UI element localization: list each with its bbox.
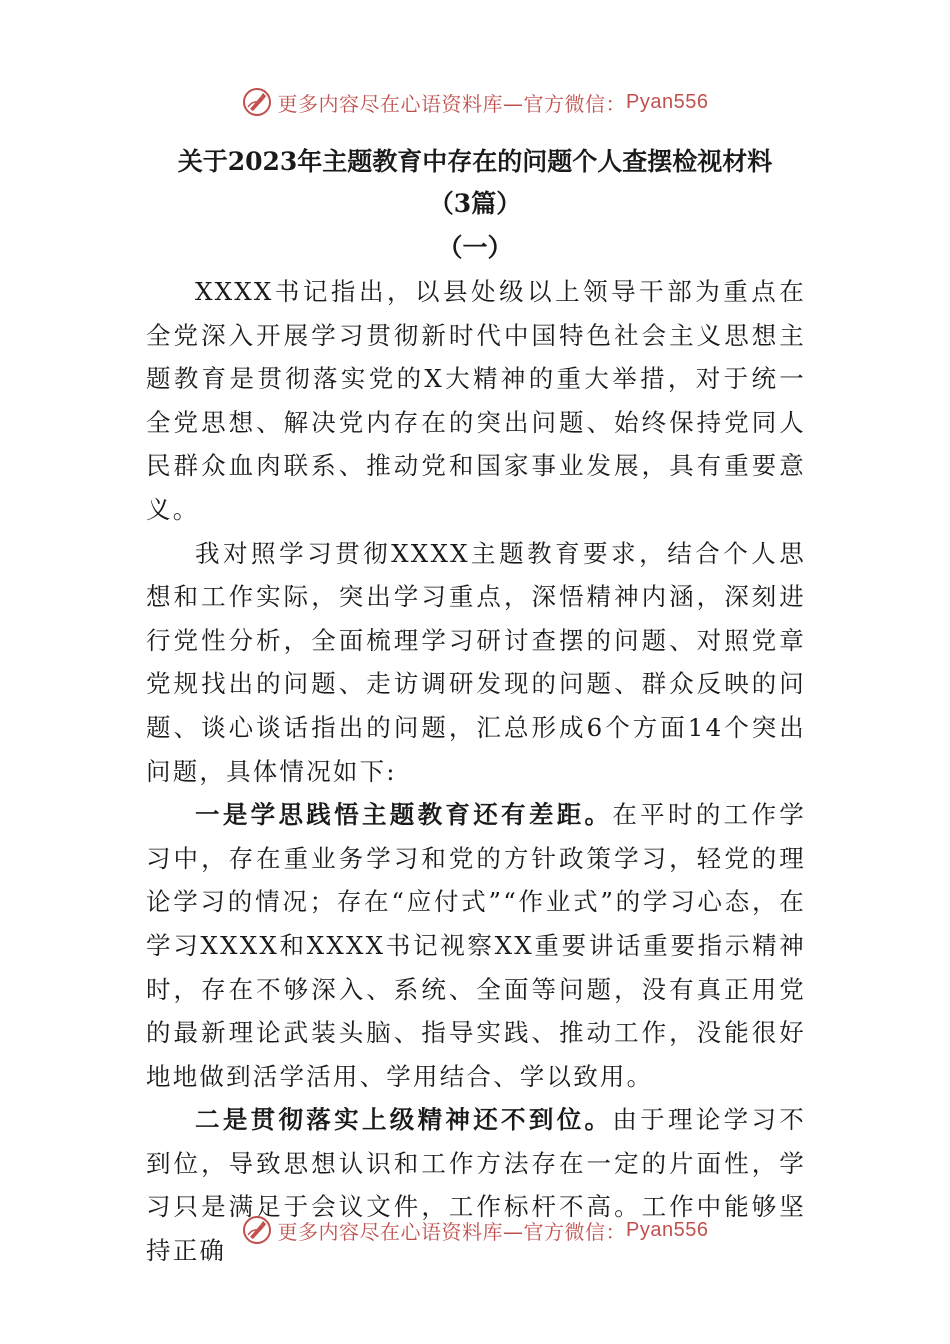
paragraph-point-one xyxy=(146,793,806,1098)
watermark-text: 更多内容尽在心语资料库—官方微信： xyxy=(277,1219,627,1244)
pen-circle-logo-icon xyxy=(242,1215,272,1245)
point-two-body: 由于理论学习不到位，导致思想认识和工作方法存在一定的片面性，学习只是满足于会议文件，工作标杆不高。工作中能够坚持正确 xyxy=(146,1105,806,1266)
document-subtitle: （3篇） xyxy=(428,189,522,218)
document-title: 关于2023年主题教育中存在的问题个人查摆检视材料 xyxy=(177,147,773,176)
watermark-wechat-id: Pyan556 xyxy=(626,1218,709,1241)
point-two-heading: 二是贯彻落实上级精神还不到位。 xyxy=(195,1105,613,1135)
section-heading: （一） xyxy=(437,233,513,262)
pen-circle-logo-icon xyxy=(242,87,272,117)
watermark-footer xyxy=(0,1210,950,1250)
watermark-text: 更多内容尽在心语资料库—官方微信： xyxy=(277,91,627,116)
point-one-body: 在平时的工作学习中，存在重业务学习和党的方针政策学习，轻党的理论学习的情况；存在“应付式”“作业式”的学习心态，在学习XXXX和XXXX书记视察XX重要讲话重要指示精神时，存在不够深入、系统、全面等问题，没有真正用党的最新理论武装头脑、指导实践、推动工作，没能很好地地做到活学活用、学用结合、学以致用。 xyxy=(146,800,806,1091)
watermark-wechat-id: Pyan556 xyxy=(626,90,709,113)
document-body xyxy=(146,270,806,1273)
paragraph-intro: XXXX书记指出，以县处级以上领导干部为重点在全党深入开展学习贯彻新时代中国特色社会主义思想主题教育是贯彻落实党的X大精神的重大举措，对于统一全党思想、解决党内存在的突出问题、始终保持党同人民群众血肉联系、推动党和国家事业发展，具有重要意义。 xyxy=(146,277,806,524)
paragraph-overview: 我对照学习贯彻XXXX主题教育要求，结合个人思想和工作实际，突出学习重点，深悟精神内涵，深刻进行党性分析，全面梳理学习研讨查摆的问题、对照党章党规找出的问题、走访调研发现的问题、群众反映的问题、谈心谈话指出的问题，汇总形成6个方面14个突出问题，具体情况如下: xyxy=(146,538,806,786)
watermark-header xyxy=(0,82,950,122)
point-one-heading: 一是学思践悟主题教育还有差距。 xyxy=(195,800,613,830)
